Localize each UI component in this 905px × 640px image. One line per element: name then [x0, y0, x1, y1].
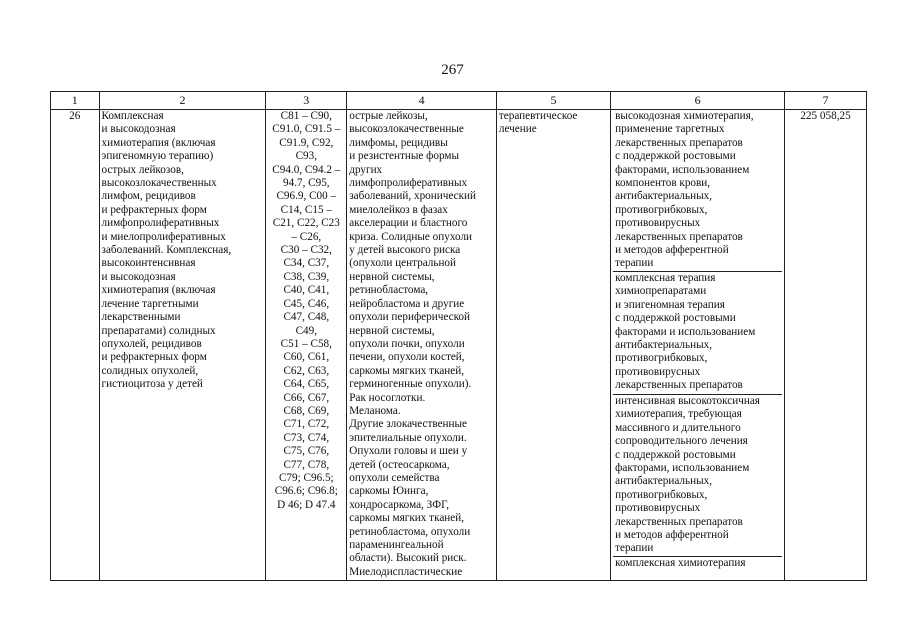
care-type-name: Комплексная и высокодозная химиотерапия (включая эпигеномную терапию) острых лейкозов, высокозлокачественных лимфом, рецидивов и рефрактерных форм лимфопролиферативных и миелопролиферативных заболеваний. Комплексная, высокоинтенсивная и высокодозная химиотерапия (включая лечение таргетными лекарственными препаратами) солидных опухолей, рецидивов и рефрактерных форм солидных опухолей, гистиоцитоза у детей — [99, 110, 266, 581]
method-item: комплексная терапия химиопрепаратами и эпигеномная терапия с поддержкой ростовыми факторами и использованием антибактериальных, противогрибковых, противовирусных лекарственных препаратов — [613, 272, 782, 395]
table-row — [51, 110, 867, 581]
header-row — [51, 92, 867, 110]
column-header-7: 7 — [785, 92, 867, 110]
row-number: 26 — [51, 110, 100, 581]
column-header-6: 6 — [611, 92, 785, 110]
tariff-table — [50, 91, 867, 581]
column-header-4: 4 — [347, 92, 497, 110]
column-header-2: 2 — [99, 92, 266, 110]
method-item: высокодозная химиотерапия, применение таргетных лекарственных препаратов с поддержкой ростовыми факторами, использованием компонентов крови, антибактериальных, противогрибковых, противовирусных лекарственных препаратов и методов афферентной терапии — [613, 110, 782, 272]
treatment-methods — [611, 110, 785, 581]
page-number: 267 — [441, 62, 464, 78]
patient-model: острые лейкозы, высокозлокачественные лимфомы, рецидивы и резистентные формы других лимфопролиферативных заболеваний, хронический миелолейкоз в фазах акселерации и бластного криза. Солидные опухоли у детей высокого риска (опухоли центральной нервной системы, ретинобластома, нейробластома и другие опухоли периферической нервной системы, опухоли почки, опухоли печени, опухоли костей, саркомы мягких тканей, герминогенные опухоли). Рак носоглотки. Меланома. Другие злокачественные эпителиальные опухоли. Опухоли головы и шеи у детей (остеосаркома, опухоли семейства саркомы Юинга, хондросаркома, ЗФГ, саркомы мягких тканей, ретинобластома, опухоли параменингеальной области). Высокий риск. Миелодиспластические — [347, 110, 497, 581]
method-item: комплексная химиотерапия — [615, 557, 746, 569]
cost-value: 225 058,25 — [785, 110, 867, 581]
column-header-3: 3 — [266, 92, 347, 110]
method-item: интенсивная высокотоксичная химиотерапия, требующая массивного и длительного сопроводительного лечения с поддержкой ростовыми факторами, использованием антибактериальных, противогрибковых, противовирусных лекарственных препаратов и методов афферентной терапии — [613, 395, 782, 557]
column-header-1: 1 — [51, 92, 100, 110]
column-header-5: 5 — [496, 92, 610, 110]
treatment-type: терапевтическое лечение — [496, 110, 610, 581]
diagnosis-codes: C81 – C90, C91.0, C91.5 – C91.9, C92, C93, C94.0, C94.2 – 94.7, C95, C96.9, C00 – C14, C15 – C21, C22, C23 – C26, C30 – C32, C34, C37, C38, C39, C40, C41, C45, C46, C47, C48, C49, C51 – C58, C60, C61, C62, C63, C64, C65, C66, C67, C68, C69, C71, C72, C73, C74, C75, C76, C77, C78, C79; C96.5; C96.6; C96.8; D 46; D 47.4 — [266, 110, 347, 581]
